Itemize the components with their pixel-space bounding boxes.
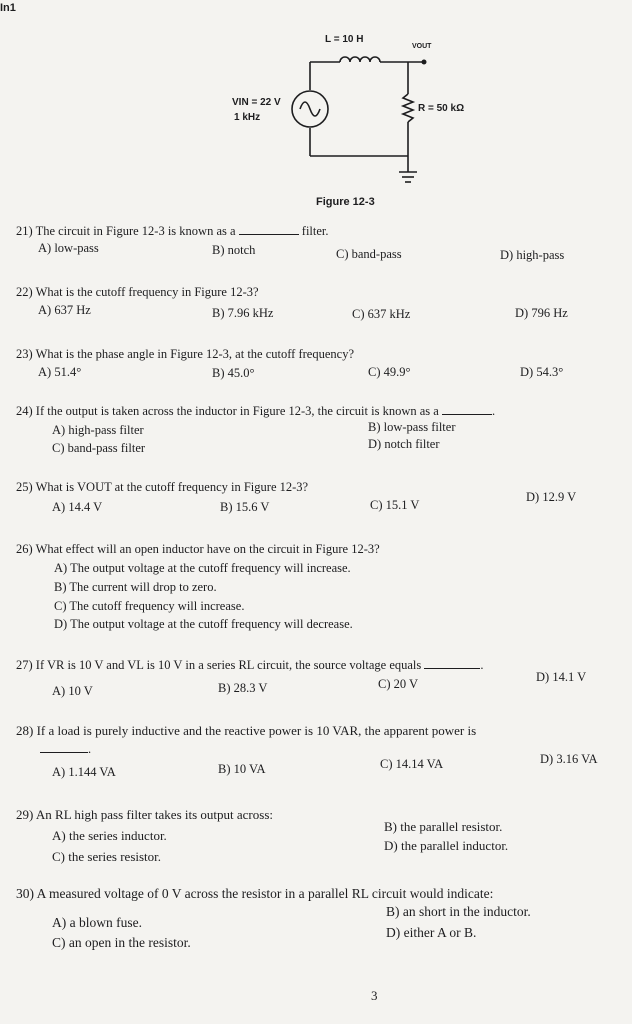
question-30-stem [16,886,493,902]
question-22-stem [16,285,259,300]
resistor-zigzag [403,94,413,122]
question-text: What is the phase angle in Figure 12-3, at the cutoff frequency? [35,347,354,361]
option-b: B) 7.96 kHz [212,306,274,320]
option-a: A) 637 Hz [38,303,91,317]
resistor-label: R = 50 kΩ [418,103,465,114]
question-text: What is the cutoff frequency in Figure 12-3? [35,285,259,299]
option-b: B) 15.6 V [220,500,270,514]
question-24-stem [16,404,495,419]
option-d: D) 3.16 VA [540,752,598,766]
question-29-stem [16,807,273,823]
question-21-stem [16,224,329,239]
question-text-end: . [88,742,92,756]
ac-source-wave [300,102,320,116]
question-28-blank-line [40,742,91,757]
option-c: C) The cutoff frequency will increase. [54,599,245,613]
question-text: If a load is purely inductive and the reactive power is 10 VAR, the apparent power is [36,723,477,738]
option-c: C) the series resistor. [52,849,162,864]
question-number: 28) [16,723,34,738]
figure-caption: Figure 12-3 [316,196,375,208]
option-d: D) notch filter [368,437,440,451]
answer-blank [40,742,88,753]
page-number: 3 [371,988,378,1003]
option-d: D) 14.1 V [536,670,587,684]
question-number: 24) [16,404,33,418]
question-text: The circuit in Figure 12-3 is known as a [35,224,236,238]
answer-blank [442,404,492,415]
question-number: 22) [16,285,33,299]
option-d: D) 796 Hz [515,306,568,320]
question-number: 27) [16,658,33,672]
inductor-label: L = 10 H [325,34,364,45]
question-number: 29) [16,807,34,822]
option-a: A) 14.4 V [52,500,103,514]
option-a: A) 10 V [52,684,93,698]
option-b: B) notch [212,243,256,257]
option-b: B) 10 VA [218,762,266,776]
answer-blank [239,224,299,235]
vout-terminal [422,60,427,65]
question-23-stem [16,347,354,362]
question-number: 23) [16,347,33,361]
option-b: B) low-pass filter [368,420,456,434]
option-a: A) a blown fuse. [52,915,142,930]
inductor-coil [340,57,380,62]
question-text: What is VOUT at the cutoff frequency in Figure 12-3? [35,480,309,494]
question-number: 25) [16,480,33,494]
question-26-stem [16,542,380,557]
option-d: D) either A or B. [386,925,477,940]
question-text-end: . [480,658,484,672]
option-c: C) an open in the resistor. [52,935,191,950]
source-label-voltage: VIN = 22 V [232,97,281,108]
option-d: D) 12.9 V [526,490,577,504]
circuit-diagram [0,0,632,200]
question-text-end: filter. [301,224,329,238]
question-number: 21) [16,224,33,238]
question-25-stem [16,480,308,495]
option-b: B) 28.3 V [218,681,268,695]
question-28-stem [16,723,476,739]
question-text: What effect will an open inductor have on the circuit in Figure 12-3? [35,542,380,556]
option-a: A) high-pass filter [52,423,144,437]
option-c: C) 15.1 V [370,498,420,512]
option-d: D) The output voltage at the cutoff frequency will decrease. [54,617,353,631]
question-27-stem [16,658,484,673]
question-number: 26) [16,542,33,556]
question-text: A measured voltage of 0 V across the resistor in a parallel RL circuit would indicate: [36,886,494,901]
corner-mark: In1 [0,2,16,14]
option-c: C) 637 kHz [352,307,411,321]
option-c: C) band-pass filter [52,441,146,455]
option-c: C) 14.14 VA [380,757,444,771]
question-text: If VR is 10 V and VL is 10 V in a series RL circuit, the source voltage equals [35,658,422,672]
option-a: A) the series inductor. [52,828,167,843]
option-c: C) 49.9° [368,365,411,379]
option-d: D) high-pass [500,248,565,262]
option-d: D) the parallel inductor. [384,838,509,853]
option-a: A) low-pass [38,241,99,255]
vout-label: VOUT [412,43,432,50]
question-text: If the output is taken across the inductor in Figure 12-3, the circuit is known as a [35,404,439,418]
question-text-end: . [491,404,496,418]
question-text: An RL high pass filter takes its output across: [35,807,273,822]
option-b: B) an short in the inductor. [386,904,531,919]
question-number: 30) [16,886,34,901]
option-c: C) band-pass [336,247,402,261]
option-a: A) The output voltage at the cutoff frequency will increase. [54,561,351,575]
option-b: B) the parallel resistor. [384,819,503,834]
option-d: D) 54.3° [520,365,564,379]
source-label-frequency: 1 kHz [234,112,261,123]
option-b: B) 45.0° [212,366,255,380]
option-a: A) 51.4° [38,365,82,379]
answer-blank [424,658,480,669]
option-c: C) 20 V [378,677,419,691]
option-b: B) The current will drop to zero. [54,580,217,594]
option-a: A) 1.144 VA [52,765,116,779]
